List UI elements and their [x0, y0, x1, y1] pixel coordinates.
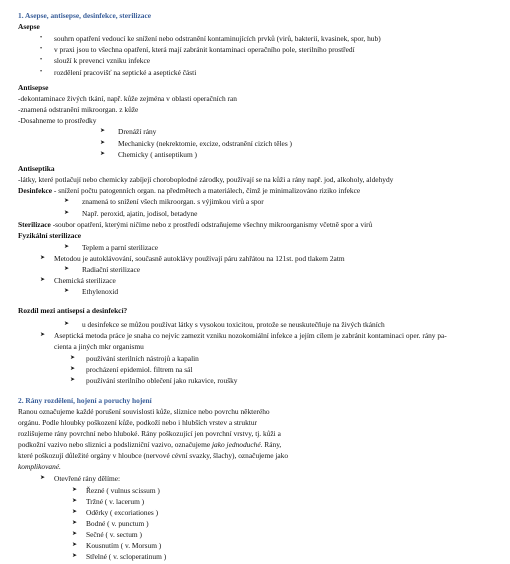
- paragraph-emphasis: jako jednoduché: [211, 440, 261, 449]
- fyzikalni-subitem: Radiační sterilizace: [82, 265, 141, 274]
- sterilizace-line: [18, 220, 372, 230]
- arrow-icon: ➤: [64, 244, 70, 250]
- wound-type: Řezné ( vulnus scissum ): [86, 486, 160, 495]
- rozdil-heading: Rozdíl mezi antisepsí a desinfekcí?: [18, 306, 128, 315]
- wound-type: Střelné ( v. scloperatinum ): [86, 552, 167, 561]
- arrow-icon: ➤: [72, 520, 78, 526]
- rozdil-subitem: používání sterilního oblečení jako rukavice, roušky: [86, 376, 238, 385]
- antisepse-line: -dekontaminace živých tkání, např. kůže zejména v oblasti operačních ran: [18, 94, 237, 103]
- arrow-icon: ➤: [72, 553, 78, 559]
- arrow-icon: ➤: [40, 277, 46, 283]
- sterilizace-heading: Sterilizace: [18, 220, 51, 229]
- arrow-icon: ➤: [64, 210, 70, 216]
- rozdil-item-continued: cienta a jiných mkr organismu: [54, 342, 144, 351]
- arrow-icon: ➤: [70, 377, 76, 383]
- asepse-item: souhrn opatření vedoucí ke snížení nebo odstranění kontaminujících prvků (virů, bakterií, kvasinek, spor, hub): [54, 34, 381, 43]
- arrow-icon: ➤: [72, 498, 78, 504]
- desinfekce-item: znamená to snížení všech mikroorgan. s výjimkou virů a spor: [82, 197, 264, 206]
- bullet-icon: •: [40, 46, 43, 52]
- paragraph-line: rozlišujeme rány povrchní nebo hluboké. Rány poškozující jen povrchní vrstvy, tj. kůži a: [18, 429, 281, 438]
- otevrene-label: Otevřené rány dělíme:: [54, 474, 121, 483]
- arrow-icon: ➤: [64, 266, 70, 272]
- sterilizace-text: -soubor opatření, kterými ničíme nebo z prostředí odstraňujeme všechny mikroorganismy včetně spor a virů: [50, 220, 373, 229]
- fyzikalni-item: Teplem a parní sterilizace: [82, 243, 159, 252]
- paragraph-text: . Rány,: [260, 440, 282, 449]
- arrow-icon: ➤: [40, 332, 46, 338]
- antiseptika-line: -látky, které potlačují nebo chemicky zabíjejí choroboplodné zárodky, používají se na kůži a rány např. jod, alkoholy, aldehydy: [18, 175, 394, 184]
- fyzikalni-heading: Fyzikální sterilizace: [18, 231, 82, 240]
- antiseptika-heading: Antiseptika: [18, 164, 55, 173]
- antisepse-item: Mechanicky (nekrektomie, excize, odstranění cizích těles ): [118, 139, 293, 148]
- asepse-item: rozdělení pracovišť na septické a aseptické části: [54, 68, 197, 77]
- arrow-icon: ➤: [64, 288, 70, 294]
- fyzikalni-subitem: Ethylenoxid: [82, 287, 119, 296]
- rozdil-subitem: procházení epidemiol. filtrem na sál: [86, 365, 193, 374]
- arrow-icon: ➤: [72, 531, 78, 537]
- arrow-icon: ➤: [40, 255, 46, 261]
- rozdil-item: u desinfekce se můžou používat látky s vysokou toxicitou, protože se neuskutečňuje na živých tkáních: [82, 320, 385, 329]
- rozdil-subitem: používání sterilních nástrojů a kapalin: [86, 354, 199, 363]
- arrow-icon: ➤: [64, 321, 70, 327]
- bullet-icon: •: [40, 57, 43, 63]
- bullet-icon: •: [40, 35, 43, 41]
- bullet-icon: •: [40, 69, 43, 75]
- arrow-icon: ➤: [72, 487, 78, 493]
- paragraph-line: [18, 440, 281, 450]
- arrow-icon: ➤: [72, 509, 78, 515]
- wound-type: Bodné ( v. punctum ): [86, 519, 149, 528]
- paragraph-line: které poškozují důležité orgány v hloubce (nervové cévní svazky, šlachy), označujeme jako: [18, 451, 289, 460]
- desinfekce-line: [18, 186, 360, 196]
- arrow-icon: ➤: [40, 475, 46, 481]
- arrow-icon: ➤: [64, 198, 70, 204]
- arrow-icon: ➤: [70, 355, 76, 361]
- arrow-icon: ➤: [100, 128, 106, 134]
- asepse-heading: Asepse: [18, 22, 40, 31]
- asepse-item: slouží k prevenci vzniku infekce: [54, 56, 151, 65]
- antisepse-line: -Dosahneme to prostředky: [18, 116, 97, 125]
- arrow-icon: ➤: [70, 366, 76, 372]
- section-1-title: 1. Asepse, antisepse, desinfekce, sterilizace: [18, 11, 152, 20]
- asepse-item: v praxi jsou to všechna opatření, která mají zabránit kontaminaci operačního pole, sterilního prostředí: [54, 45, 355, 54]
- arrow-icon: ➤: [100, 151, 106, 157]
- fyzikalni-item: Metodou je autoklávování, současně autoklávy používají páru zahřátou na 121st. pod tlakem 2atm: [54, 254, 345, 263]
- desinfekce-item: Např. peroxid, ajatin, jodisol, betadyne: [82, 209, 198, 218]
- antisepse-line: -znamená odstranění mikroorgan. z kůže: [18, 105, 139, 114]
- paragraph-line: Ranou označujeme každé porušení souvislosti kůže, sliznice nebo povrchu některého: [18, 407, 270, 416]
- antisepse-heading: Antisepse: [18, 83, 49, 92]
- fyzikalni-item: Chemická sterilizace: [54, 276, 116, 285]
- arrow-icon: ➤: [72, 542, 78, 548]
- wound-type: Tržné ( v. lacerum ): [86, 497, 145, 506]
- arrow-icon: ➤: [100, 140, 106, 146]
- paragraph-line: orgánu. Podle hloubky poškození kůže, podkoží nebo i hlubších vrstev a struktur: [18, 418, 257, 427]
- wound-type: Oděrky ( excoriationes ): [86, 508, 159, 517]
- antisepse-item: Chemicky ( antiseptikum ): [118, 150, 198, 159]
- desinfekce-heading: Desinfekce: [18, 186, 53, 195]
- wound-type: Sečné ( v. sectum ): [86, 530, 142, 539]
- section-2-title: 2. Rány rozdělení, hojení a poruchy hojení: [18, 396, 152, 405]
- rozdil-item: Aseptická metoda práce je snaha co nejvíc zamezit vzniku nozokomiální infekce a jejím cílem je zabránit kontaminaci oper. rány pa-: [54, 331, 447, 340]
- wound-type: Kousnutím ( v. Morsum ): [86, 541, 162, 550]
- paragraph-line: komplikované.: [18, 462, 61, 471]
- antisepse-item: Drenáží rány: [118, 127, 157, 136]
- paragraph-text: podkožní vazivo nebo sliznici a podslizniční vazivo, označujeme: [18, 440, 211, 449]
- desinfekce-text: - snížení počtu patogenních organ. na předmětech a materiálech, čímž je minimalizováno riziko infekce: [52, 186, 361, 195]
